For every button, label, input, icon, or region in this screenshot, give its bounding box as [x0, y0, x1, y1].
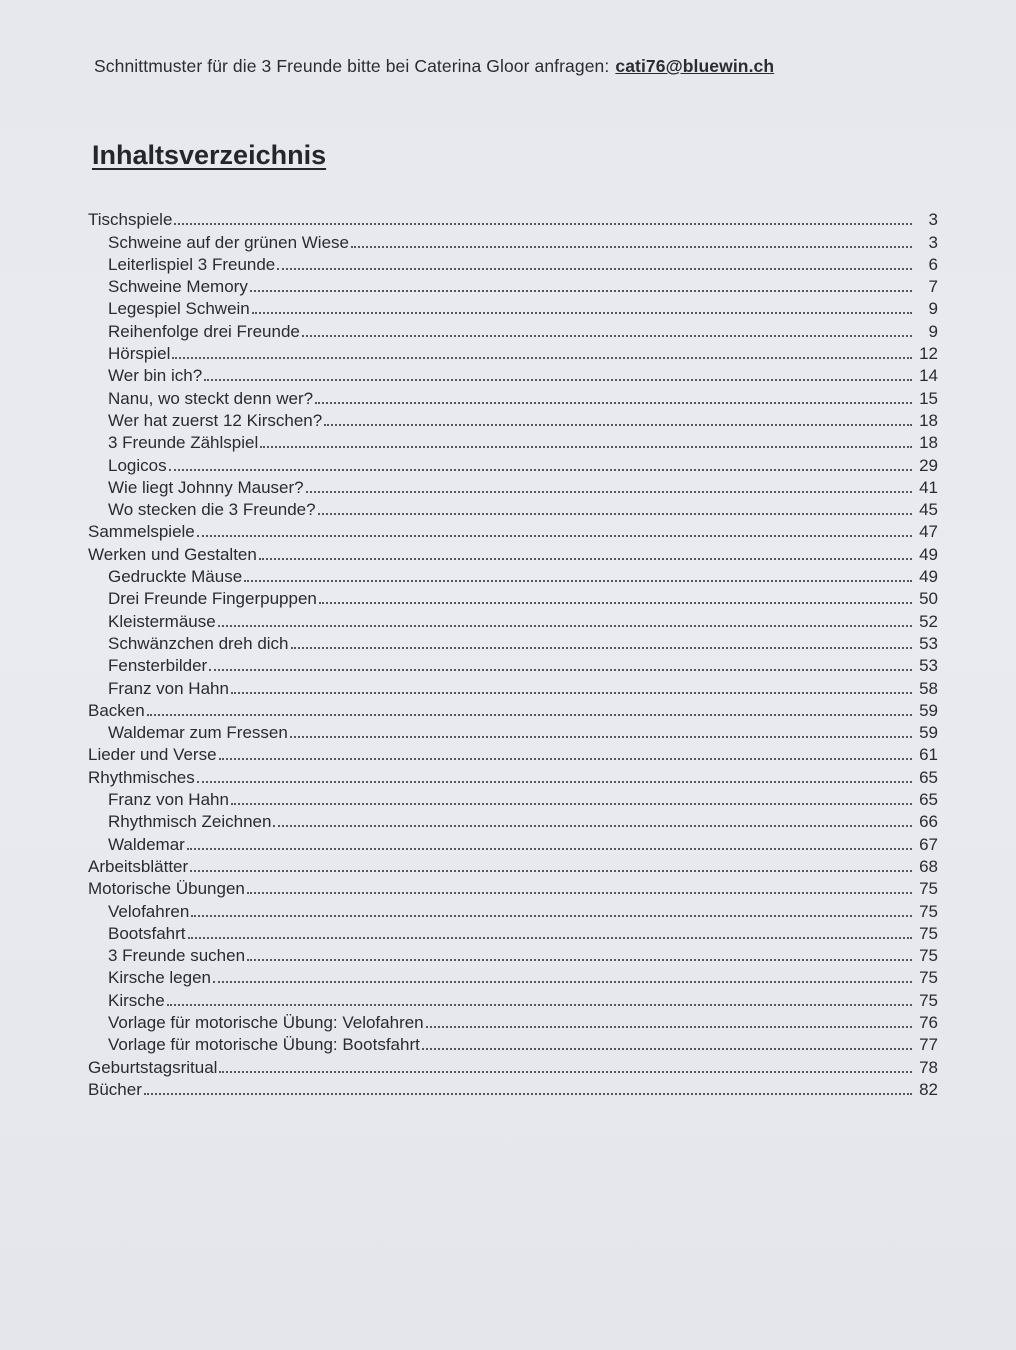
toc-entry-label: Wie liegt Johnny Mauser?	[108, 477, 304, 497]
toc-page-number: 61	[919, 745, 938, 765]
dot-leader	[209, 668, 912, 671]
toc-entry-label: Rhythmisch Zeichnen	[108, 812, 272, 832]
toc-page-number: 6	[928, 254, 938, 274]
dot-leader	[231, 691, 912, 694]
dot-leader	[144, 1092, 912, 1095]
toc-page-number: 76	[919, 1012, 938, 1032]
toc-subsection	[88, 944, 938, 966]
toc-section	[88, 520, 938, 542]
toc-page-number: 68	[919, 856, 938, 876]
toc-entry-label: Velofahren	[108, 901, 190, 921]
dot-leader	[213, 980, 912, 983]
toc-entry-label: Geburtstagsritual	[88, 1057, 218, 1077]
dot-leader	[219, 757, 912, 760]
toc-section	[88, 699, 938, 721]
toc-entry-label: Bootsfahrt	[108, 923, 186, 943]
toc-entry-label: Kirsche	[108, 990, 165, 1010]
dot-leader	[197, 780, 912, 783]
toc-page-number: 66	[919, 812, 938, 832]
dot-leader	[260, 445, 912, 448]
dot-leader	[169, 468, 912, 471]
toc-subsection	[88, 899, 938, 921]
toc-entry-label: Franz von Hahn	[108, 678, 229, 698]
toc-section	[88, 743, 938, 765]
toc-subsection	[88, 1011, 938, 1033]
toc-entry-label: Tischspiele	[88, 210, 173, 230]
toc-entry-label: Waldemar zum Fressen	[108, 723, 288, 743]
toc-subsection	[88, 966, 938, 988]
toc-entry-label: Rhythmisches	[88, 767, 195, 787]
dot-leader	[315, 401, 912, 404]
toc-page-number: 75	[919, 946, 938, 966]
toc-page-number: 75	[919, 990, 938, 1010]
dot-leader	[247, 891, 912, 894]
dot-leader	[319, 601, 912, 604]
toc-subsection	[88, 721, 938, 743]
toc-subsection	[88, 922, 938, 944]
dot-leader	[218, 624, 912, 627]
toc-entry-label: Waldemar	[108, 834, 185, 854]
toc-page-number: 82	[919, 1079, 938, 1099]
toc-subsection	[88, 676, 938, 698]
toc-page-number: 75	[919, 901, 938, 921]
toc-subsection	[88, 230, 938, 252]
toc-entry-label: Gedruckte Mäuse	[108, 567, 243, 587]
toc-page-number: 53	[919, 633, 938, 653]
dot-leader	[324, 423, 912, 426]
dot-leader	[219, 1070, 912, 1073]
toc-page-number: 77	[919, 1035, 938, 1055]
toc-page-number: 49	[919, 544, 938, 564]
toc-entry-label: Schweine auf der grünen Wiese	[108, 232, 349, 252]
dot-leader	[273, 824, 912, 827]
toc-entry-label: Drei Freunde Fingerpuppen	[108, 589, 317, 609]
toc-section	[88, 542, 938, 564]
toc-entry-label: Bücher	[88, 1079, 142, 1099]
toc-subsection	[88, 275, 938, 297]
toc-entry-label: Wer bin ich?	[108, 366, 203, 386]
toc-subsection	[88, 788, 938, 810]
toc-entry-label: Fensterbilder	[108, 656, 208, 676]
toc-entry-label: 3 Freunde Zählspiel	[108, 433, 259, 453]
toc-page-number: 7	[928, 277, 938, 297]
toc-entry-label: Motorische Übungen	[88, 879, 245, 899]
toc-entry-label: Lieder und Verse	[88, 745, 217, 765]
dot-leader	[188, 936, 913, 939]
toc-subsection	[88, 297, 938, 319]
toc-subsection	[88, 364, 938, 386]
header-note	[94, 56, 774, 77]
header-note-text: Schnittmuster für die 3 Freunde bitte bei Caterina Gloor anfragen:	[94, 56, 610, 76]
table-of-contents	[88, 208, 938, 1100]
toc-subsection	[88, 565, 938, 587]
dot-leader	[231, 802, 912, 805]
dot-leader	[187, 847, 912, 850]
toc-page-number: 9	[928, 321, 938, 341]
toc-entry-label: 3 Freunde suchen	[108, 946, 246, 966]
toc-page-number: 9	[928, 299, 938, 319]
toc-entry-label: Arbeitsblätter	[88, 856, 189, 876]
dot-leader	[318, 512, 912, 515]
toc-subsection	[88, 409, 938, 431]
dot-leader	[277, 267, 912, 270]
dot-leader	[190, 869, 912, 872]
dot-leader	[422, 1047, 912, 1050]
toc-page-number: 58	[919, 678, 938, 698]
toc-entry-label: Backen	[88, 700, 145, 720]
toc-subsection	[88, 431, 938, 453]
toc-section	[88, 1078, 938, 1100]
toc-page-number: 12	[919, 344, 938, 364]
dot-leader	[197, 534, 912, 537]
toc-entry-label: Nanu, wo steckt denn wer?	[108, 388, 314, 408]
toc-subsection	[88, 632, 938, 654]
dot-leader	[426, 1025, 912, 1028]
toc-subsection	[88, 1033, 938, 1055]
toc-subsection	[88, 476, 938, 498]
toc-page-number: 59	[919, 723, 938, 743]
toc-subsection	[88, 609, 938, 631]
toc-page-number: 59	[919, 700, 938, 720]
toc-page-number: 45	[919, 500, 938, 520]
toc-section	[88, 765, 938, 787]
toc-entry-label: Hörspiel	[108, 344, 171, 364]
toc-subsection	[88, 453, 938, 475]
page-title: Inhaltsverzeichnis	[92, 140, 327, 170]
toc-entry-label: Reihenfolge drei Freunde	[108, 321, 300, 341]
toc-entry-label: Vorlage für motorische Übung: Bootsfahrt	[108, 1035, 420, 1055]
toc-subsection	[88, 319, 938, 341]
toc-page-number: 52	[919, 611, 938, 631]
toc-entry-label: Wo stecken die 3 Freunde?	[108, 500, 316, 520]
toc-entry-label: Vorlage für motorische Übung: Velofahren	[108, 1012, 424, 1032]
toc-page-number: 14	[919, 366, 938, 386]
toc-section	[88, 877, 938, 899]
toc-subsection	[88, 386, 938, 408]
dot-leader	[306, 490, 912, 493]
toc-page-number: 41	[919, 477, 938, 497]
toc-page-number: 75	[919, 879, 938, 899]
toc-entry-label: Kleistermäuse	[108, 611, 216, 631]
toc-page-number: 67	[919, 834, 938, 854]
dot-leader	[291, 646, 912, 649]
toc-subsection	[88, 988, 938, 1010]
toc-page-number: 78	[919, 1057, 938, 1077]
toc-entry-label: Legespiel Schwein	[108, 299, 250, 319]
dot-leader	[172, 356, 912, 359]
toc-section	[88, 208, 938, 230]
toc-entry-label: Leiterlispiel 3 Freunde	[108, 254, 276, 274]
dot-leader	[204, 378, 912, 381]
toc-page-number: 65	[919, 767, 938, 787]
toc-subsection	[88, 587, 938, 609]
toc-page-number: 18	[919, 433, 938, 453]
toc-subsection	[88, 253, 938, 275]
toc-page-number: 18	[919, 410, 938, 430]
toc-page-number: 75	[919, 968, 938, 988]
toc-page-number: 15	[919, 388, 938, 408]
dot-leader	[250, 289, 912, 292]
dot-leader	[247, 958, 912, 961]
toc-subsection	[88, 832, 938, 854]
dot-leader	[191, 914, 912, 917]
toc-page-number: 53	[919, 656, 938, 676]
dot-leader	[351, 245, 912, 248]
toc-subsection	[88, 810, 938, 832]
toc-page-number: 75	[919, 923, 938, 943]
toc-entry-label: Sammelspiele	[88, 522, 195, 542]
toc-entry-label: Franz von Hahn	[108, 790, 229, 810]
toc-page-number: 29	[919, 455, 938, 475]
dot-leader	[167, 1003, 912, 1006]
dot-leader	[252, 311, 912, 314]
toc-subsection	[88, 654, 938, 676]
toc-entry-label: Wer hat zuerst 12 Kirschen?	[108, 410, 323, 430]
toc-entry-label: Schwänzchen dreh dich	[108, 633, 289, 653]
toc-page-number: 3	[928, 210, 938, 230]
toc-entry-label: Logicos	[108, 455, 167, 475]
dot-leader	[174, 222, 912, 225]
toc-entry-label: Werken und Gestalten	[88, 544, 257, 564]
email-address: cati76@bluewin.ch	[615, 56, 775, 76]
toc-entry-label: Kirsche legen	[108, 968, 212, 988]
toc-page-number: 50	[919, 589, 938, 609]
toc-section	[88, 1055, 938, 1077]
toc-page-number: 49	[919, 567, 938, 587]
toc-section	[88, 855, 938, 877]
dot-leader	[147, 713, 912, 716]
toc-subsection	[88, 342, 938, 364]
toc-page-number: 3	[928, 232, 938, 252]
dot-leader	[259, 557, 912, 560]
toc-entry-label: Schweine Memory	[108, 277, 248, 297]
toc-page-number: 65	[919, 790, 938, 810]
toc-subsection	[88, 498, 938, 520]
dot-leader	[244, 579, 912, 582]
toc-page-number: 47	[919, 522, 938, 542]
dot-leader	[302, 334, 912, 337]
dot-leader	[290, 735, 912, 738]
